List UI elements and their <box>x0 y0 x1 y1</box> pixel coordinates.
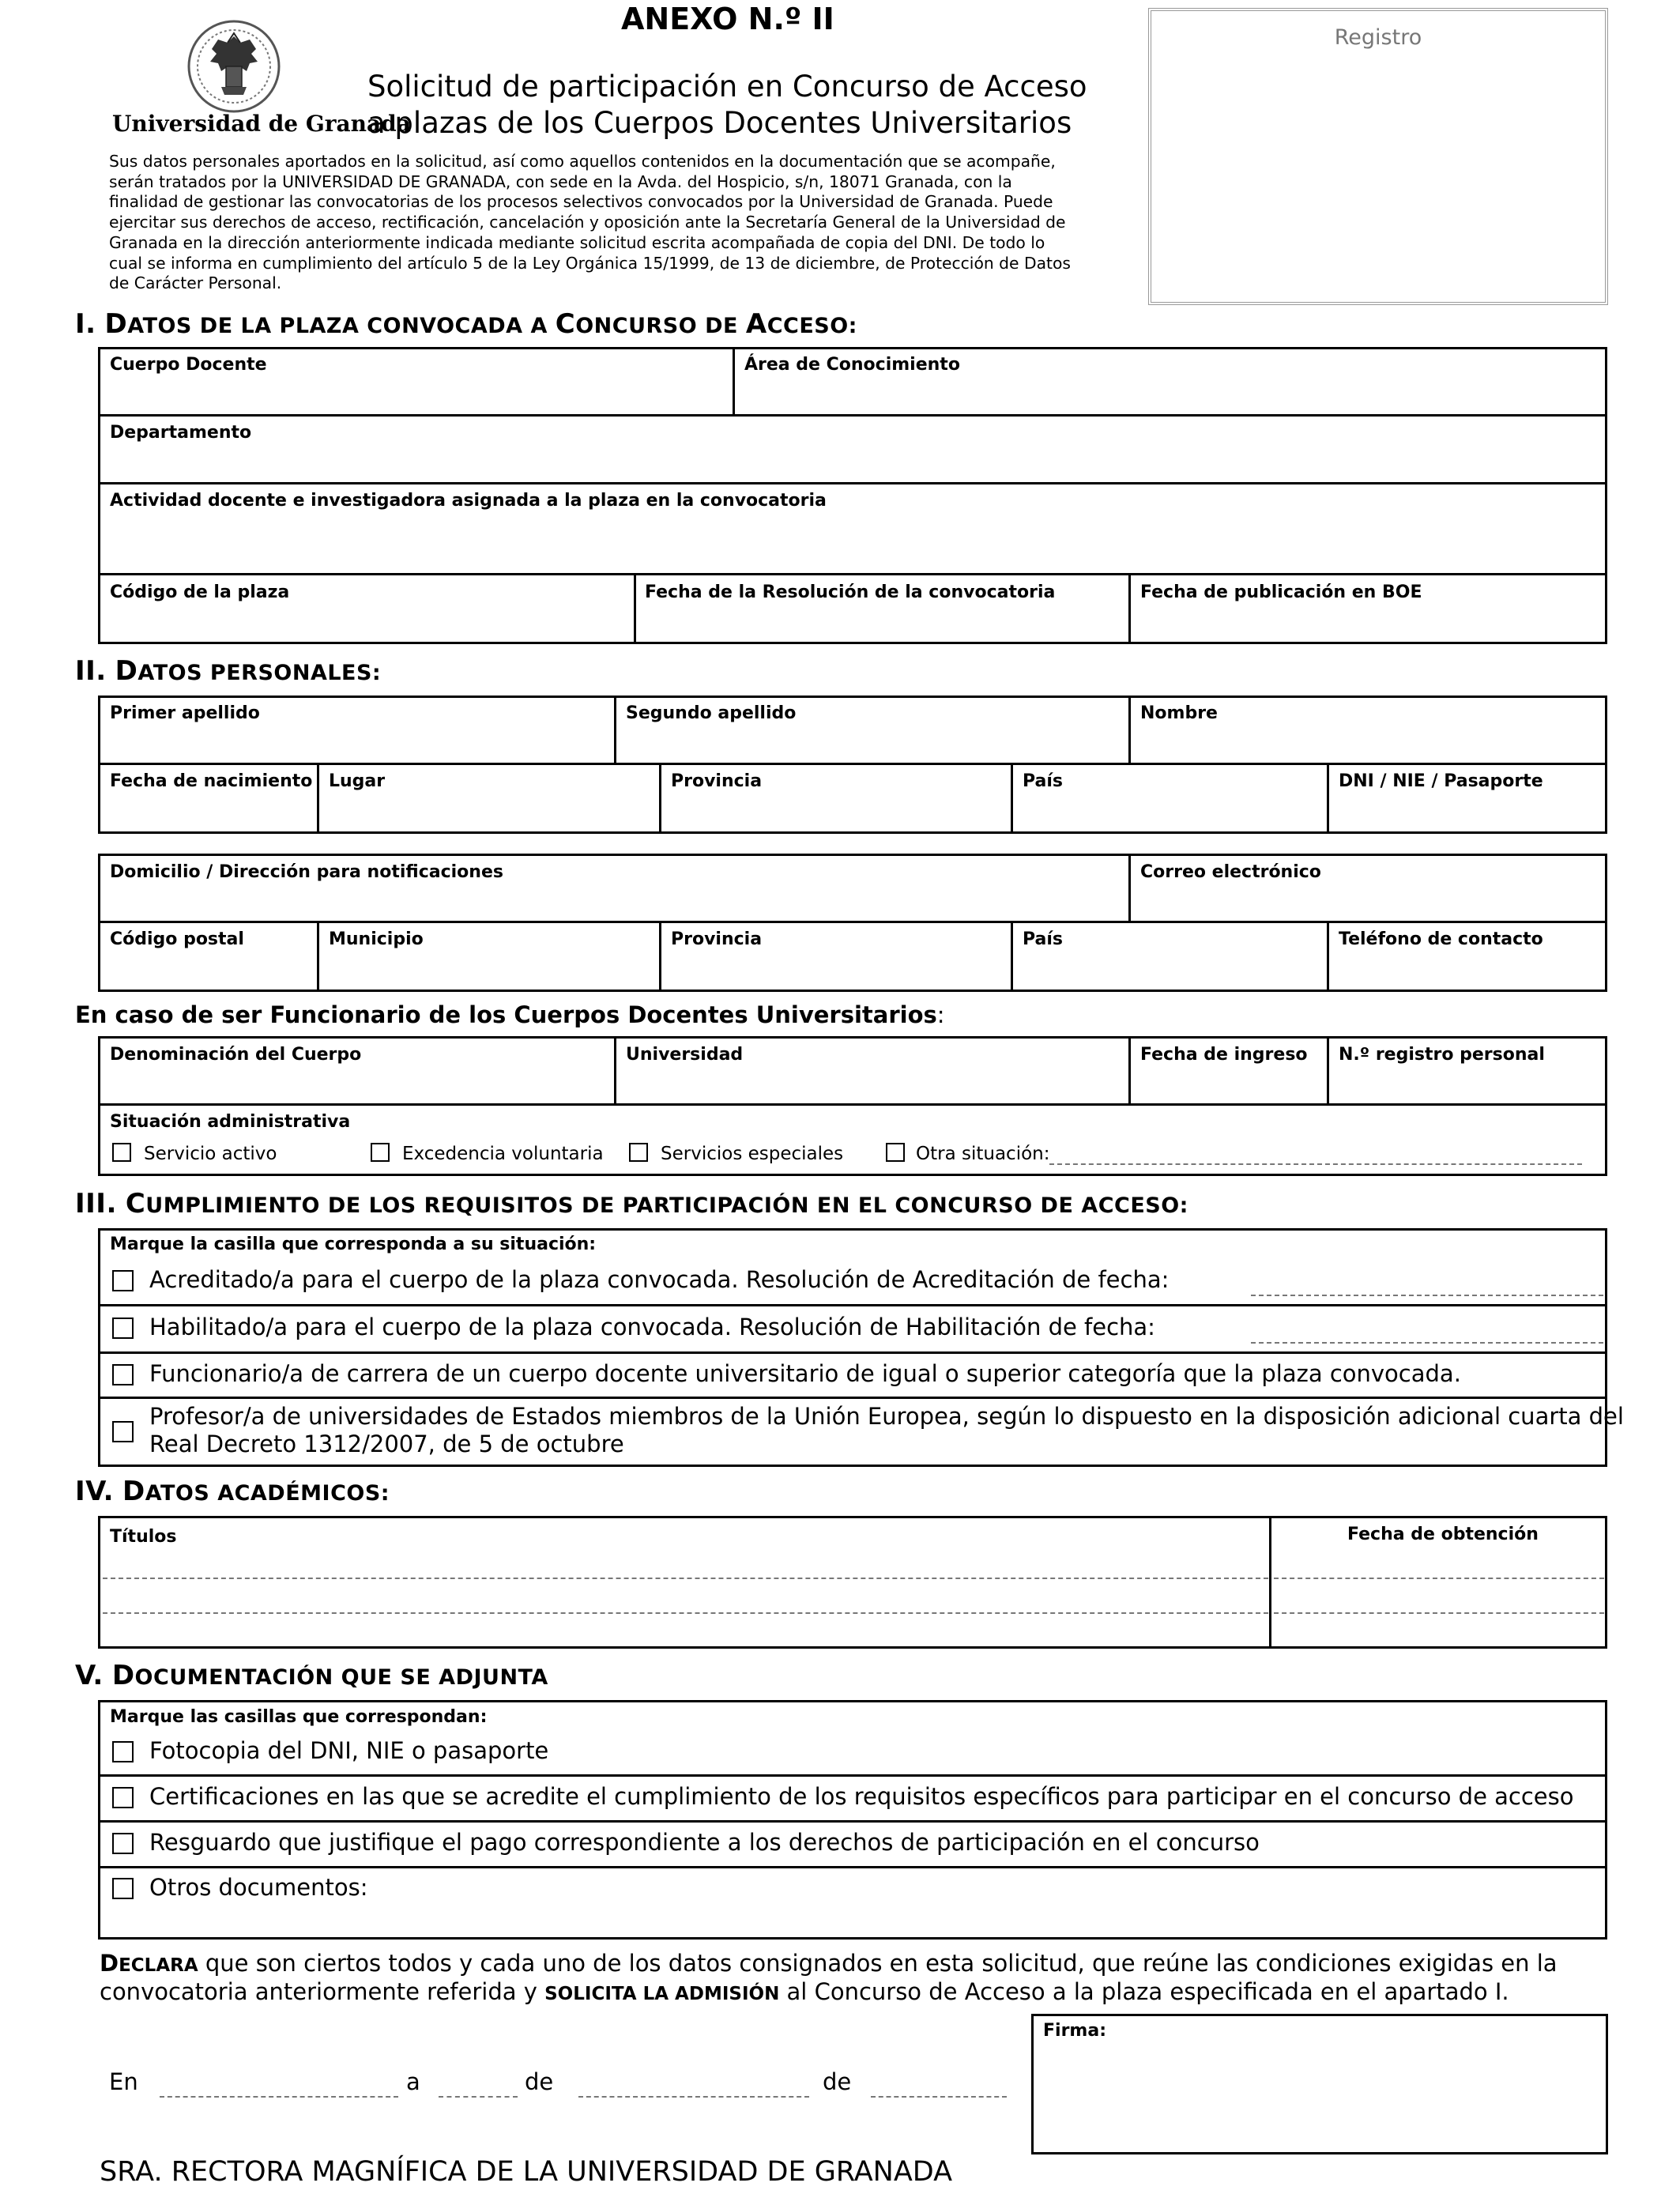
form-title-line2: a plazas de los Cuerpos Docentes Universitarios <box>367 106 1072 140</box>
field-correo[interactable]: Correo electrónico <box>1140 862 1321 882</box>
field-denominacion-cuerpo[interactable]: Denominación del Cuerpo <box>110 1045 362 1065</box>
checkbox-excedencia[interactable] <box>371 1143 390 1162</box>
checkbox-resguardo-pago[interactable] <box>112 1833 134 1854</box>
checkbox-fotocopia-dni[interactable] <box>112 1741 134 1762</box>
field-departamento[interactable]: Departamento <box>110 423 252 443</box>
field-actividad[interactable]: Actividad docente e investigadora asignada a la plaza en la convocatoria <box>110 491 827 511</box>
section-2-heading: II. DATOS PERSONALES: <box>75 655 382 687</box>
option-funcionario-carrera: Funcionario/a de carrera de un cuerpo docente universitario de igual o superior categoría que la plaza convocada. <box>149 1360 1461 1387</box>
field-area-conocimiento[interactable]: Área de Conocimiento <box>744 355 960 375</box>
field-fecha-ingreso[interactable]: Fecha de ingreso <box>1140 1045 1308 1065</box>
field-universidad[interactable]: Universidad <box>626 1045 744 1065</box>
option-profesor-ue-line2: Real Decreto 1312/2007, de 5 de octubre <box>149 1431 624 1457</box>
firma-label: Firma: <box>1043 2021 1106 2041</box>
checkbox-profesor-ue[interactable] <box>112 1421 134 1442</box>
annex-number: ANEXO N.º II <box>621 2 834 36</box>
option-habilitado: Habilitado/a para el cuerpo de la plaza convocada. Resolución de Habilitación de fecha: <box>149 1314 1155 1340</box>
section-3-heading: III. CUMPLIMIENTO DE LOS REQUISITOS DE PARTICIPACIÓN EN EL CONCURSO DE ACCESO: <box>75 1188 1188 1220</box>
field-provincia[interactable]: Provincia <box>671 771 763 791</box>
option-servicio-activo: Servicio activo <box>144 1144 277 1164</box>
privacy-notice-line: Granada en la dirección anteriormente indicada mediante solicitud escrita acompañada de copia del DNI. De todo lo <box>109 232 1045 252</box>
checkbox-otros-documentos[interactable] <box>112 1878 134 1899</box>
section-1-heading: I. DATOS DE LA PLAZA CONVOCADA A CONCURSO DE ACCESO: <box>75 308 857 340</box>
field-primer-apellido[interactable]: Primer apellido <box>110 703 260 723</box>
registro-box[interactable] <box>1148 8 1608 305</box>
option-otros-documentos: Otros documentos: <box>149 1874 368 1901</box>
form-title-line1: Solicitud de participación en Concurso de Acceso <box>367 70 1087 104</box>
titulo-row-2[interactable] <box>103 1612 1268 1614</box>
situacion-administrativa-label: Situación administrativa <box>110 1112 351 1132</box>
privacy-notice-line: cual se informa en cumplimiento del artículo 5 de la Ley Orgánica 15/1999, de 13 de diciembre, de Protección de Datos <box>109 253 1071 273</box>
declaration-line1: DECLARA que son ciertos todos y cada uno de los datos consignados en esta solicitud, que reúne las condiciones exigidas en la <box>100 1950 1558 1977</box>
checkbox-funcionario-carrera[interactable] <box>112 1364 134 1385</box>
documents-instruction: Marque las casillas que correspondan: <box>110 1707 488 1727</box>
field-cuerpo-docente[interactable]: Cuerpo Docente <box>110 355 267 375</box>
field-codigo-plaza[interactable]: Código de la plaza <box>110 582 290 602</box>
option-profesor-ue-line1: Profesor/a de universidades de Estados miembros de la Unión Europea, según lo dispuesto en la disposición adicional cuarta del <box>149 1403 1624 1430</box>
checkbox-servicio-activo[interactable] <box>112 1143 131 1162</box>
signature-box[interactable] <box>1031 2014 1608 2154</box>
section-4-heading: IV. DATOS ACADÉMICOS: <box>75 1476 390 1507</box>
field-registro-personal[interactable]: N.º registro personal <box>1339 1045 1545 1065</box>
checkbox-otra-situacion[interactable] <box>886 1143 905 1162</box>
field-fecha-boe[interactable]: Fecha de publicación en BOE <box>1140 582 1422 602</box>
field-nombre[interactable]: Nombre <box>1140 703 1218 723</box>
checkbox-servicios-especiales[interactable] <box>629 1143 648 1162</box>
checkbox-acreditado[interactable] <box>112 1270 134 1291</box>
field-fecha-nacimiento[interactable]: Fecha de nacimiento <box>110 771 313 791</box>
requisitos-instruction: Marque la casilla que corresponda a su situación: <box>110 1235 597 1254</box>
funcionario-heading: En caso de ser Funcionario de los Cuerpos Docentes Universitarios: <box>75 1001 945 1028</box>
date-de-label-2: de <box>823 2068 852 2095</box>
day-input[interactable] <box>439 2096 518 2098</box>
field-telefono[interactable]: Teléfono de contacto <box>1339 929 1543 949</box>
field-pais-domicilio[interactable]: País <box>1023 929 1064 949</box>
section-5-heading: V. DOCUMENTACIÓN QUE SE ADJUNTA <box>75 1660 548 1691</box>
option-acreditado: Acreditado/a para el cuerpo de la plaza convocada. Resolución de Acreditación de fecha: <box>149 1266 1170 1293</box>
checkbox-habilitado[interactable] <box>112 1318 134 1339</box>
option-otra-situacion: Otra situación: <box>916 1144 1050 1164</box>
field-codigo-postal[interactable]: Código postal <box>110 929 244 949</box>
fecha-obtencion-label: Fecha de obtención <box>1347 1525 1539 1544</box>
addressee: SRA. RECTORA MAGNÍFICA DE LA UNIVERSIDAD DE GRANADA <box>100 2156 953 2188</box>
field-provincia-domicilio[interactable]: Provincia <box>671 929 763 949</box>
declaration-line2: convocatoria anteriormente referida y SOLICITA LA ADMISIÓN al Concurso de Acceso a la plaza especificada en el apartado I. <box>100 1978 1509 2005</box>
privacy-notice-line: ejercitar sus derechos de acceso, rectificación, cancelación y oposición ante la Secretaría General de la Universidad de <box>109 213 1066 232</box>
privacy-notice-line: de Carácter Personal. <box>109 273 282 293</box>
university-logo <box>186 19 281 114</box>
titulo-row-1[interactable] <box>103 1578 1268 1579</box>
privacy-notice-line: finalidad de gestionar las convocatorias de los procesos selectivos convocados por la Universidad de Granada. Puede <box>109 192 1053 212</box>
year-input[interactable] <box>871 2096 1007 2098</box>
field-pais[interactable]: País <box>1023 771 1064 791</box>
field-lugar[interactable]: Lugar <box>329 771 386 791</box>
option-fotocopia-dni: Fotocopia del DNI, NIE o pasaporte <box>149 1737 549 1764</box>
option-certificaciones: Certificaciones en las que se acredite el cumplimiento de los requisitos específicos para participar en el concurso de acceso <box>149 1783 1574 1810</box>
date-a-label: a <box>406 2068 420 2095</box>
fecha-acreditacion-input[interactable] <box>1251 1295 1603 1296</box>
titulos-label: Títulos <box>110 1527 177 1547</box>
place-input[interactable] <box>160 2096 398 2098</box>
place-en-label: En <box>109 2068 138 2095</box>
date-de-label-1: de <box>525 2068 554 2095</box>
privacy-notice <box>109 152 1124 294</box>
field-municipio[interactable]: Municipio <box>329 929 424 949</box>
field-dni[interactable]: DNI / NIE / Pasaporte <box>1339 771 1543 791</box>
checkbox-certificaciones[interactable] <box>112 1787 134 1808</box>
otra-situacion-input[interactable] <box>1049 1163 1582 1165</box>
option-resguardo-pago: Resguardo que justifique el pago correspondiente a los derechos de participación en el concurso <box>149 1829 1260 1856</box>
field-domicilio[interactable]: Domicilio / Dirección para notificaciones <box>110 862 503 882</box>
option-excedencia: Excedencia voluntaria <box>402 1144 604 1164</box>
field-segundo-apellido[interactable]: Segundo apellido <box>626 703 797 723</box>
university-name: Universidad de Granada <box>112 111 411 137</box>
fecha-row-1[interactable] <box>1274 1578 1604 1579</box>
month-input[interactable] <box>578 2096 809 2098</box>
privacy-notice-line: serán tratados por la UNIVERSIDAD DE GRANADA, con sede en la Avda. del Hospicio, s/n, 18071 Granada, con la <box>109 172 1012 191</box>
fecha-row-2[interactable] <box>1274 1612 1604 1614</box>
field-fecha-resolucion[interactable]: Fecha de la Resolución de la convocatoria <box>645 582 1056 602</box>
registro-label: Registro <box>1334 25 1422 50</box>
privacy-notice-line: Sus datos personales aportados en la solicitud, así como aquellos contenidos en la documentación que se acompañe, <box>109 152 1056 171</box>
fecha-habilitacion-input[interactable] <box>1251 1342 1603 1344</box>
coat-of-arms-icon <box>186 19 281 114</box>
option-servicios-especiales: Servicios especiales <box>661 1144 844 1164</box>
